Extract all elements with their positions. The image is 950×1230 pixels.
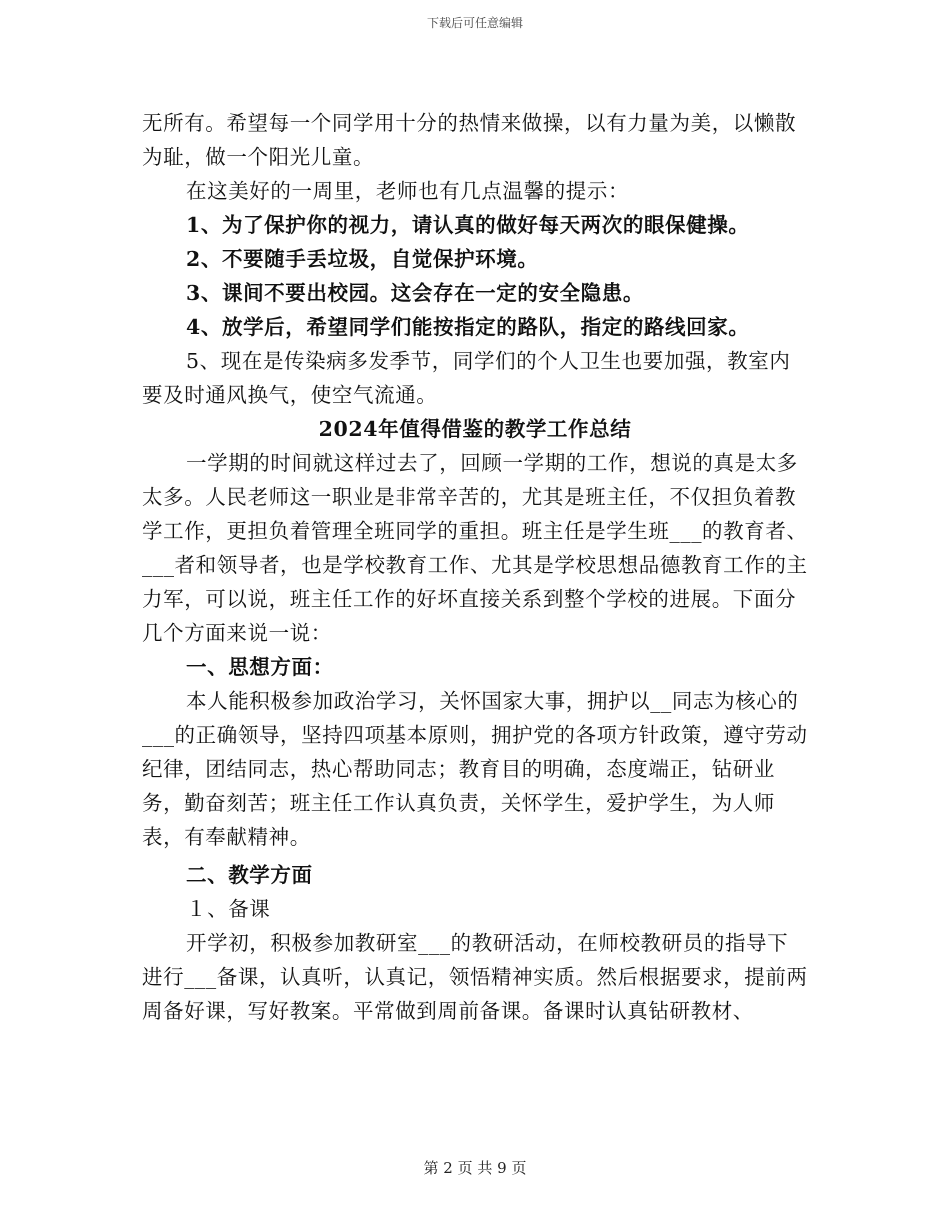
tip-4: 4、放学后，希望同学们能按指定的路队，指定的路线回家。 [186, 315, 750, 339]
paragraph-intro: 一学期的时间就这样过去了，回顾一学期的工作，想说的真是太多太多。人民老师这一职业是非常辛苦的，尤其是班主任，不仅担负着教学工作，更担负着管理全班同学的重担。班主任是学生班___的教育者、___者和领导者，也是学校教育工作、尤其是学校思想品德教育工作的主力军，可以说，班主任工作的好坏直接关系到整个学校的进展。下面分几个方面来说一说： [142, 451, 808, 645]
paragraph-thought: 本人能积极参加政治学习，关怀国家大事，拥护以__同志为核心的___的正确领导，坚持四项基本原则，拥护党的各项方针政策，遵守劳动纪律，团结同志，热心帮助同志；教育目的明确，态度端正，钻研业务，勤奋刻苦；班主任工作认真负责，关怀学生，爱护学生，为人师表，有奉献精神。 [142, 689, 808, 849]
paragraph-tips-intro: 在这美好的一周里，老师也有几点温馨的提示： [186, 179, 630, 203]
tip-3: 3、课间不要出校园。这会存在一定的安全隐患。 [186, 281, 644, 305]
paragraph-continuation: 无所有。希望每一个同学用十分的热情来做操，以有力量为美，以懒散为耻，做一个阳光儿童。 [142, 111, 797, 169]
subheading-lesson-prep: １、备课 [186, 897, 271, 921]
document-title: 2024年值得借鉴的教学工作总结 [318, 417, 632, 441]
document-body [142, 106, 808, 1028]
tip-5: 5、现在是传染病多发季节，同学们的个人卫生也要加强，教室内要及时通风换气，使空气流通。 [142, 349, 791, 407]
tip-2: 2、不要随手丢垃圾，自觉保护环境。 [186, 247, 539, 271]
section-heading-thought: 一、思想方面： [186, 655, 334, 679]
page-number: 第 2 页 共 9 页 [423, 1159, 527, 1177]
section-heading-teaching: 二、教学方面 [186, 863, 313, 887]
page-header: 下载后可任意编辑 [426, 16, 523, 30]
tip-1: 1、为了保护你的视力，请认真的做好每天两次的眼保健操。 [186, 213, 750, 237]
paragraph-lesson-prep: 开学初，积极参加教研室___的教研活动，在师校教研员的指导下进行___备课，认真听，认真记，领悟精神实质。然后根据要求，提前两周备好课，写好教案。平常做到周前备课。备课时认真钻研教材、 [142, 931, 808, 1023]
